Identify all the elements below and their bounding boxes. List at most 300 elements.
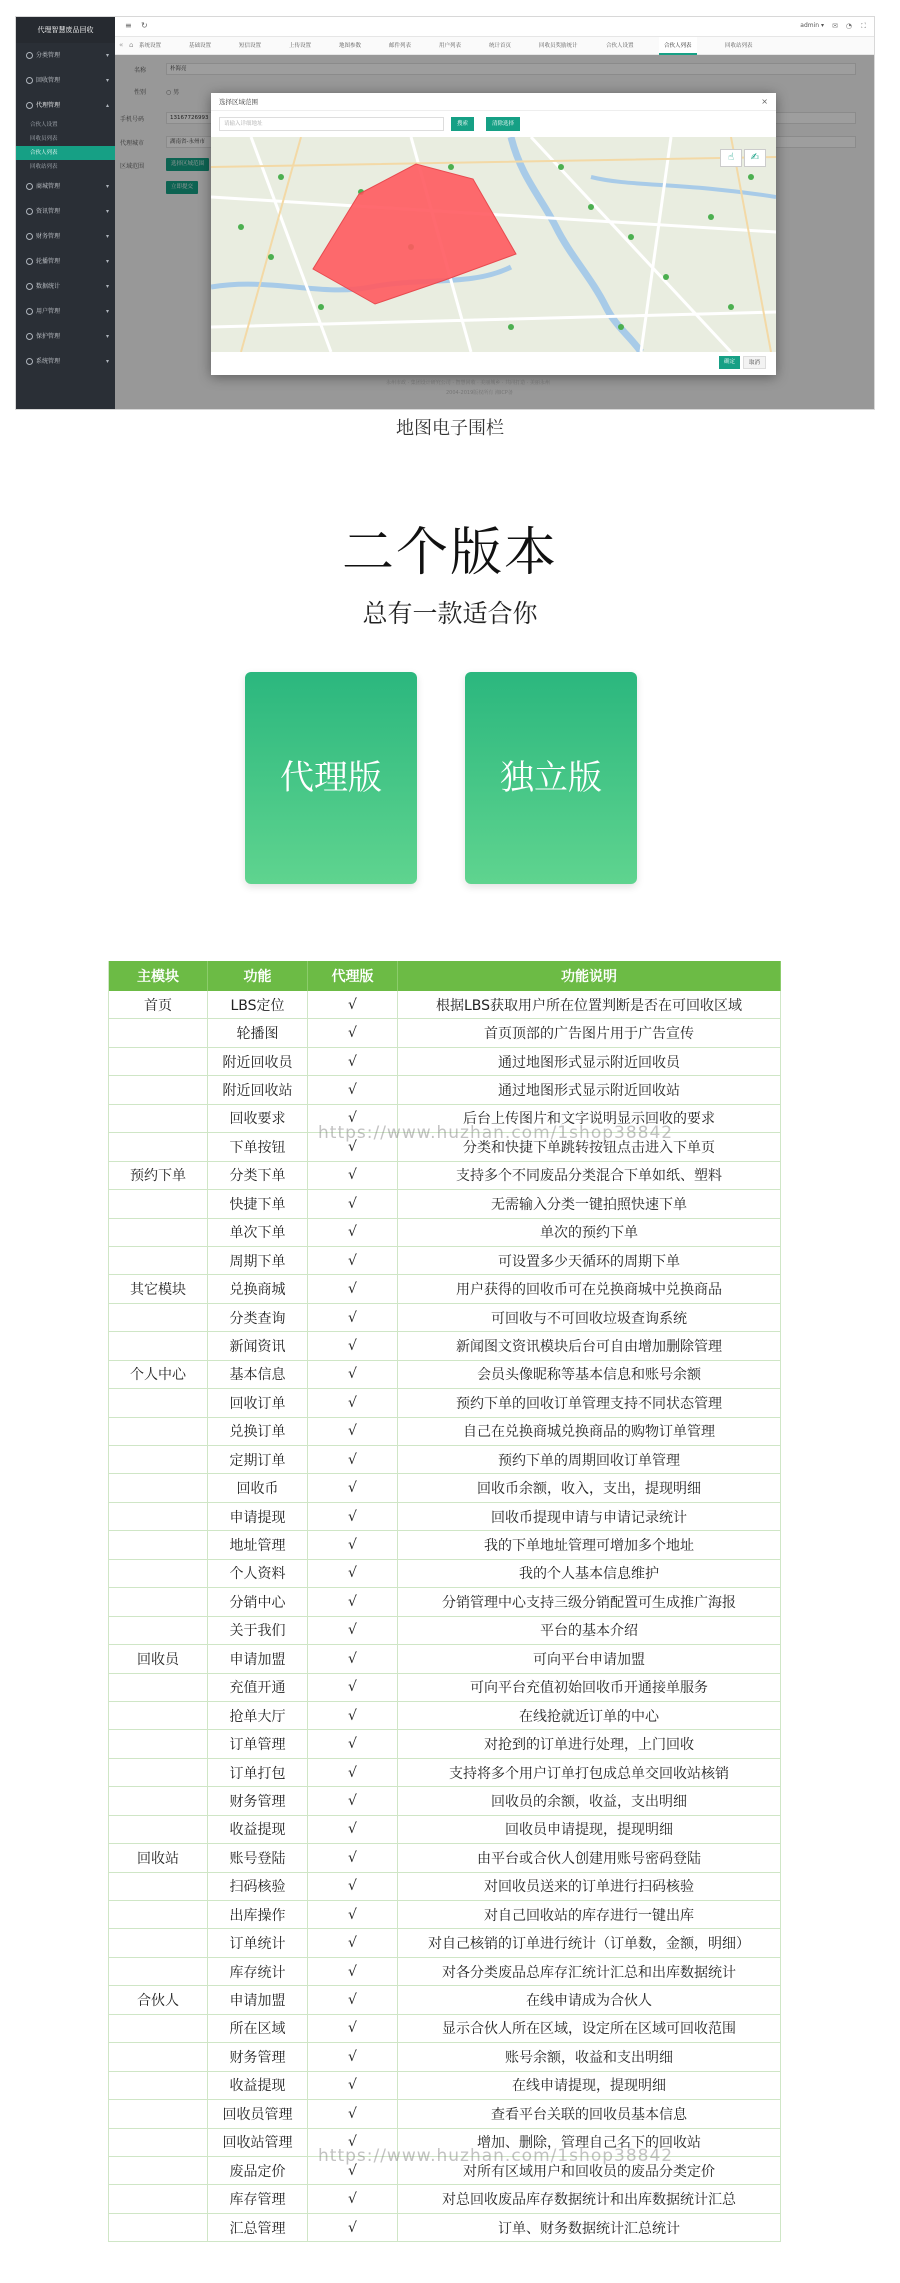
chevron-up-icon: ▴ [105,102,109,109]
cell-function: 基本信息 [208,1361,308,1388]
cell-module [108,1247,208,1274]
sidebar-item-banner[interactable]: 轮播管理 ▾ [16,249,115,274]
map-svg [211,137,776,352]
tab-system-settings[interactable]: 系统设置 [139,43,162,49]
cell-agent-version: √ [308,2214,398,2241]
cell-agent-version: √ [308,1048,398,1075]
cell-module [108,1105,208,1132]
table-row [108,1730,781,1758]
cell-module [108,2129,208,2156]
table-row [108,1531,781,1559]
confirm-button[interactable]: 确定 [719,356,740,369]
cell-function: 关于我们 [208,1617,308,1644]
cell-description: 在线抢就近订单的中心 [398,1702,781,1729]
tab-station-list[interactable]: 回收站列表 [725,43,753,49]
stats-icon [26,283,33,290]
cell-description: 对回收员送来的订单进行扫码核验 [398,1873,781,1900]
cell-description: 首页顶部的广告图片用于广告宣传 [398,1019,781,1046]
cell-description: 用户获得的回收币可在兑换商城中兑换商品 [398,1275,781,1302]
cell-agent-version: √ [308,2043,398,2070]
cell-description: 根据LBS获取用户所在位置判断是否在可回收区域 [398,991,781,1018]
cell-agent-version: √ [308,1275,398,1302]
cell-module [108,1446,208,1473]
cell-function: 附近回收站 [208,1076,308,1103]
agent-version-card[interactable]: 代理版 [245,672,417,884]
cell-agent-version: √ [308,2072,398,2099]
agent-icon [26,102,33,109]
cell-module [108,1531,208,1558]
bell-icon[interactable]: ◔ [845,22,852,30]
header-description: 功能说明 [398,961,781,991]
cell-description: 无需输入分类一键拍照快速下单 [398,1190,781,1217]
cell-function: 财务管理 [208,1787,308,1814]
table-row [108,1702,781,1730]
cell-function: 回收站管理 [208,2129,308,2156]
cell-function: 废品定价 [208,2157,308,2184]
cell-module [108,1816,208,1843]
shield-icon [26,333,33,340]
modal-title: 选择区域范围 [219,98,258,106]
cell-description: 支持将多个用户订单打包成总单交回收站核销 [398,1759,781,1786]
cell-agent-version: √ [308,1133,398,1160]
sidebar-item-mall[interactable]: 商城管理 ▾ [16,174,115,199]
cell-module [108,1048,208,1075]
cell-function: 申请提现 [208,1503,308,1530]
cell-agent-version: √ [308,1474,398,1501]
cell-agent-version: √ [308,1361,398,1388]
cell-function: 订单管理 [208,1730,308,1757]
footer-line-1: 永州市政 · 集团设计研究公司 · 智慧回收 · 美丽城乡 · 共同打造 · 美丽永州 [386,380,550,386]
phone-field[interactable]: 13167726993 [166,112,856,124]
cell-agent-version: √ [308,1418,398,1445]
cell-description: 后台上传图片和文字说明显示回收的要求 [398,1105,781,1132]
cell-description: 平台的基本介绍 [398,1617,781,1644]
menu-icon[interactable]: ≡ [125,21,132,30]
name-field[interactable]: 朴海亮 [166,63,856,75]
chevron-down-icon: ▾ [105,308,109,315]
table-row [108,1219,781,1247]
cell-function: 库存统计 [208,1958,308,1985]
sidebar-sub-station-list[interactable]: 回收站列表 [30,164,58,170]
cell-description: 预约下单的回收订单管理支持不同状态管理 [398,1389,781,1416]
cell-description: 分类和快捷下单跳转按钮点击进入下单页 [398,1133,781,1160]
cell-description: 在线申请提现，提现明细 [398,2072,781,2099]
cell-description: 对各分类废品总库存汇统计汇总和出库数据统计 [398,1958,781,1985]
cell-module [108,1019,208,1046]
sidebar-item-agent[interactable]: 代理管理 ▴ [16,93,115,118]
region-field[interactable]: 湖南省-永州市 [166,136,856,148]
cell-function: 新闻资讯 [208,1332,308,1359]
cell-function: 库存管理 [208,2185,308,2212]
table-row [108,1162,781,1190]
finance-icon [26,233,33,240]
users-icon [26,308,33,315]
cell-function: 附近回收员 [208,1048,308,1075]
table-row [108,1446,781,1474]
tab-mail-list[interactable]: 邮件列表 [389,43,412,49]
tab-map-params[interactable]: 地图参数 [339,43,362,49]
cell-agent-version: √ [308,2157,398,2184]
cell-agent-version: √ [308,1503,398,1530]
cell-function: 兑换商城 [208,1275,308,1302]
cell-description: 新闻图文资讯模块后台可自由增加删除管理 [398,1332,781,1359]
chevron-down-icon: ▾ [105,233,109,240]
cell-function: 定期订单 [208,1446,308,1473]
close-icon[interactable]: × [761,97,768,106]
category-icon [26,52,33,59]
cell-function: 扫码核验 [208,1873,308,1900]
sidebar-sub-partner-settings[interactable]: 合伙人设置 [30,122,58,128]
cell-agent-version: √ [308,1702,398,1729]
cell-module [108,1474,208,1501]
cell-description: 在线申请成为合伙人 [398,1986,781,2013]
cell-description: 可向平台申请加盟 [398,1645,781,1672]
cell-module [108,1190,208,1217]
cell-function: 分类下单 [208,1162,308,1189]
cell-agent-version: √ [308,1389,398,1416]
chevron-left-icon[interactable]: « [119,41,124,49]
cell-agent-version: √ [308,1901,398,1928]
cell-module [108,1560,208,1587]
sex-radio-male[interactable]: ○ 男 [166,89,180,96]
cell-description: 对抢到的订单进行处理，上门回收 [398,1730,781,1757]
table-row [108,1901,781,1929]
cell-description: 回收币余额，收入，支出，提现明细 [398,1474,781,1501]
sidebar-item-recycle[interactable]: 回收管理 ▾ [16,68,115,93]
phone-label: 手机号码 [120,116,145,123]
polygon-icon[interactable]: ✍ [744,149,766,167]
map-search-button[interactable]: 搜索 [451,117,474,131]
sidebar [16,17,115,409]
sidebar-item-finance[interactable]: 财务管理 ▾ [16,224,115,249]
cell-function: 单次下单 [208,1219,308,1246]
tab-stats-home[interactable]: 统计首页 [489,43,512,49]
cell-module [108,1787,208,1814]
modal-header [211,93,776,111]
cell-agent-version: √ [308,1332,398,1359]
tab-collector-reward[interactable]: 回收员奖励统计 [539,43,578,49]
cell-module [108,1304,208,1331]
cell-description: 回收员申请提现，提现明细 [398,1816,781,1843]
table-row [108,2214,781,2242]
footer-line-2: 2004-2019版权所有 湘ICP备 [446,390,513,396]
table-row [108,991,781,1019]
table-row [108,1674,781,1702]
cell-description: 预约下单的周期回收订单管理 [398,1446,781,1473]
cell-agent-version: √ [308,1531,398,1558]
header-function: 功能 [208,961,308,991]
cell-module: 预约下单 [108,1162,208,1189]
cell-module [108,1133,208,1160]
cell-function: 财务管理 [208,2043,308,2070]
chevron-down-icon: ▾ [105,77,109,84]
cell-function: 周期下单 [208,1247,308,1274]
cell-agent-version: √ [308,1844,398,1871]
table-row [108,1645,781,1673]
header-agent-version: 代理版 [308,961,398,991]
table-row [108,1275,781,1303]
cell-description: 订单、财务数据统计汇总统计 [398,2214,781,2241]
cell-agent-version: √ [308,1787,398,1814]
table-row [108,1503,781,1531]
map-search-input[interactable]: 请输入详细地址 [219,117,444,131]
table-row [108,1190,781,1218]
cell-description: 账号余额，收益和支出明细 [398,2043,781,2070]
table-row [108,1873,781,1901]
chevron-down-icon: ▾ [105,258,109,265]
cell-agent-version: √ [308,1247,398,1274]
table-row [108,2043,781,2071]
cell-function: 回收币 [208,1474,308,1501]
cell-function: 充值开通 [208,1674,308,1701]
cell-module [108,2100,208,2127]
cell-description: 可设置多少天循环的周期下单 [398,1247,781,1274]
cell-function: 订单统计 [208,1929,308,1956]
cell-module [108,1076,208,1103]
cell-module [108,1702,208,1729]
cell-function: 所在区域 [208,2015,308,2042]
news-icon [26,208,33,215]
cell-function: 兑换订单 [208,1418,308,1445]
cell-agent-version: √ [308,1190,398,1217]
cell-description: 会员头像昵称等基本信息和账号余额 [398,1361,781,1388]
table-row [108,1844,781,1872]
cell-function: 轮播图 [208,1019,308,1046]
cell-module [108,1901,208,1928]
cell-function: 快捷下单 [208,1190,308,1217]
cell-agent-version: √ [308,1076,398,1103]
cell-agent-version: √ [308,1019,398,1046]
cell-module [108,1958,208,1985]
cell-module: 首页 [108,991,208,1018]
sidebar-item-stats[interactable]: 数据统计 ▾ [16,274,115,299]
cell-agent-version: √ [308,1304,398,1331]
name-label: 名称 [134,67,147,74]
sidebar-title: 代理智慧废品回收 [16,17,115,43]
sidebar-sub-partner-list[interactable]: 合伙人列表 [16,146,115,160]
sidebar-sub-collector-list[interactable]: 回收员列表 [30,136,58,142]
cell-description: 对所有区域用户和回收员的废品分类定价 [398,2157,781,2184]
recycle-icon [26,77,33,84]
cell-description: 回收员的余额，收益，支出明细 [398,1787,781,1814]
cell-description: 由平台或合伙人创建用账号密码登陆 [398,1844,781,1871]
cell-agent-version: √ [308,1588,398,1615]
table-row [108,2072,781,2100]
table-row [108,1019,781,1047]
cell-description: 支持多个不同废品分类混合下单如纸、塑料 [398,1162,781,1189]
select-range-button[interactable]: 选择区域范围 [166,158,209,171]
top-bar [115,17,874,37]
tab-upload-settings[interactable]: 上传设置 [289,43,312,49]
cell-agent-version: √ [308,1105,398,1132]
cell-description: 我的下单地址管理可增加多个地址 [398,1531,781,1558]
sidebar-item-protect[interactable]: 保护管理 ▾ [16,324,115,349]
cell-description: 可回收与不可回收垃圾查询系统 [398,1304,781,1331]
tab-basic-settings[interactable]: 基础设置 [189,43,212,49]
cell-description: 单次的预约下单 [398,1219,781,1246]
cell-function: 分销中心 [208,1588,308,1615]
message-icon[interactable]: ✉ [832,22,838,30]
cell-module [108,2157,208,2184]
sidebar-item-category[interactable]: 分类管理 ▾ [16,43,115,68]
cell-description: 增加、删除，管理自己名下的回收站 [398,2129,781,2156]
cell-description: 我的个人基本信息维护 [398,1560,781,1587]
cell-module [108,1929,208,1956]
cell-function: 申请加盟 [208,1645,308,1672]
cancel-button[interactable]: 取消 [743,356,766,369]
cell-function: 收益提现 [208,2072,308,2099]
table-row [108,1588,781,1616]
cell-module [108,2072,208,2099]
tab-bar [115,37,874,55]
table-row [108,1247,781,1275]
cell-module [108,1617,208,1644]
cell-module [108,1418,208,1445]
clear-selection-button[interactable]: 清除选择 [486,117,520,131]
table-row [108,1787,781,1815]
sex-label: 性别 [134,89,147,96]
cell-agent-version: √ [308,2185,398,2212]
table-header [108,961,781,991]
cell-function: 账号登陆 [208,1844,308,1871]
cell-agent-version: √ [308,1674,398,1701]
chevron-down-icon: ▾ [105,358,109,365]
tab-user-list[interactable]: 用户列表 [439,43,462,49]
cell-module [108,2214,208,2241]
fullscreen-icon[interactable]: ⛶ [861,22,866,30]
table-row [108,1759,781,1787]
table-row [108,1958,781,1986]
cell-module: 合伙人 [108,1986,208,2013]
table-row [108,1332,781,1360]
cell-description: 自己在兑换商城兑换商品的购物订单管理 [398,1418,781,1445]
cell-function: 订单打包 [208,1759,308,1786]
screenshot-caption: 地图电子围栏 [396,418,504,439]
cell-module [108,2043,208,2070]
sidebar-item-system[interactable]: 系统管理 ▾ [16,349,115,374]
cell-description: 回收币提现申请与申请记录统计 [398,1503,781,1530]
cell-agent-version: √ [308,1816,398,1843]
chevron-down-icon: ▾ [105,333,109,340]
cell-module [108,1503,208,1530]
feature-table [108,961,781,2242]
table-row [108,1304,781,1332]
table-body [108,991,781,2242]
cell-agent-version: √ [308,1219,398,1246]
table-row [108,2100,781,2128]
header-module: 主模块 [108,961,208,991]
cell-function: 回收订单 [208,1389,308,1416]
cell-agent-version: √ [308,1617,398,1644]
sidebar-item-news[interactable]: 资讯管理 ▾ [16,199,115,224]
cell-function: 申请加盟 [208,1986,308,2013]
mall-icon [26,183,33,190]
table-row [108,1389,781,1417]
table-row [108,1474,781,1502]
user-menu[interactable]: admin ▾ [800,22,824,29]
home-icon[interactable]: ⌂ [129,41,134,49]
watermark: https://www.huzhan.com/1shop38842 [318,2146,674,2166]
cell-agent-version: √ [308,1162,398,1189]
chevron-down-icon: ▾ [105,52,109,59]
cell-agent-version: √ [308,1759,398,1786]
cell-module [108,2185,208,2212]
cell-agent-version: √ [308,1446,398,1473]
cell-description: 对总回收废品库存数据统计和出库数据统计汇总 [398,2185,781,2212]
cell-function: 回收员管理 [208,2100,308,2127]
cell-module [108,1873,208,1900]
gear-icon [26,358,33,365]
admin-screenshot [15,16,875,410]
cell-function: 地址管理 [208,1531,308,1558]
cell-module: 回收员 [108,1645,208,1672]
cell-function: LBS定位 [208,991,308,1018]
cell-module [108,1389,208,1416]
cell-function: 出库操作 [208,1901,308,1928]
cell-module [108,1219,208,1246]
cell-description: 对自己回收站的库存进行一键出库 [398,1901,781,1928]
table-row [108,2015,781,2043]
tab-partner-settings[interactable]: 合伙人设置 [606,43,634,49]
region-modal [211,93,776,375]
standalone-version-card[interactable]: 独立版 [465,672,637,884]
sidebar-item-users[interactable]: 用户管理 ▾ [16,299,115,324]
table-row [108,1617,781,1645]
cell-agent-version: √ [308,1929,398,1956]
cell-description: 显示合伙人所在区域，设定所在区域可回收范围 [398,2015,781,2042]
table-row [108,1816,781,1844]
cell-module [108,1674,208,1701]
table-row [108,1048,781,1076]
tab-sms-settings[interactable]: 短信设置 [239,43,262,49]
table-row [108,1929,781,1957]
cell-module [108,1759,208,1786]
cell-function: 个人资料 [208,1560,308,1587]
refresh-icon[interactable]: ↻ [141,21,148,30]
cell-function: 收益提现 [208,1816,308,1843]
table-row [108,2185,781,2213]
cell-function: 汇总管理 [208,2214,308,2241]
cell-description: 通过地图形式显示附近回收站 [398,1076,781,1103]
banner-icon [26,258,33,265]
region-label: 代理城市 [120,140,145,147]
cell-module [108,1588,208,1615]
cell-agent-version: √ [308,991,398,1018]
cell-agent-version: √ [308,2129,398,2156]
cell-description: 可向平台充值初始回收币开通接单服务 [398,1674,781,1701]
cell-function: 下单按钮 [208,1133,308,1160]
cell-description: 分销管理中心支持三级分销配置可生成推广海报 [398,1588,781,1615]
map-canvas[interactable] [211,137,776,352]
cell-module [108,2015,208,2042]
tab-partner-list[interactable]: 合伙人列表 [659,37,697,55]
cell-module: 个人中心 [108,1361,208,1388]
cell-module: 其它模块 [108,1275,208,1302]
submit-button[interactable]: 立即提交 [166,181,198,194]
cell-agent-version: √ [308,1986,398,2013]
hand-icon[interactable]: ☝ [720,149,742,167]
range-label: 区域范围 [120,163,145,170]
chevron-down-icon: ▾ [105,283,109,290]
table-row [108,1076,781,1104]
cell-function: 回收要求 [208,1105,308,1132]
cell-agent-version: √ [308,1645,398,1672]
table-row [108,1986,781,2014]
cell-module [108,1730,208,1757]
table-row [108,1361,781,1389]
versions-subtitle: 总有一款适合你 [362,599,538,628]
cell-function: 分类查询 [208,1304,308,1331]
